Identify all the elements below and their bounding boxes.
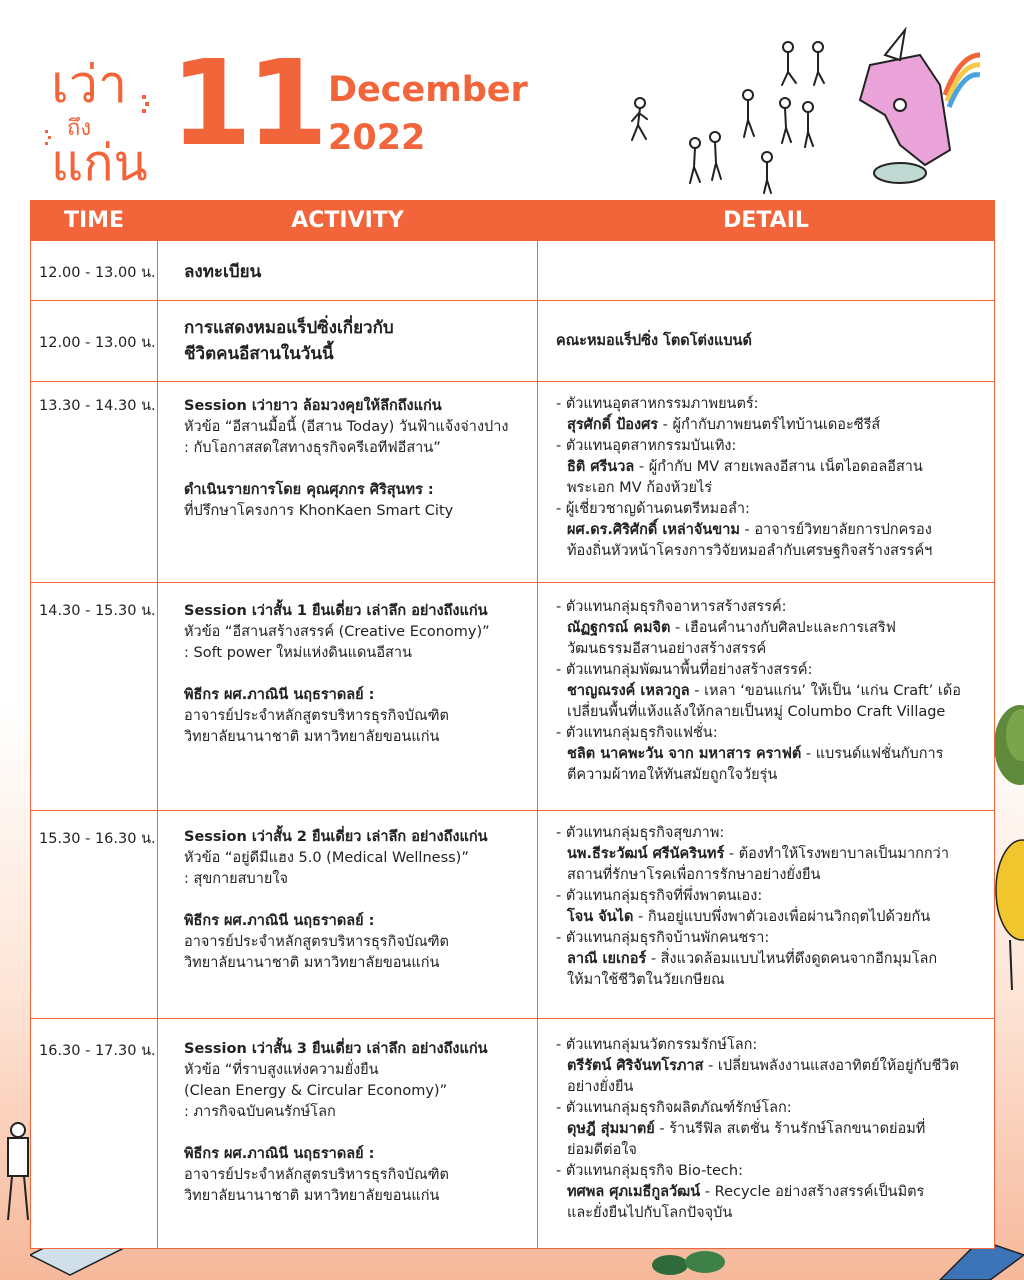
walking-person-icon xyxy=(690,138,700,183)
walking-person-icon xyxy=(813,42,824,85)
speaker-desc: - เฮือนคำนางกับศิลปะและการเสริฟ xyxy=(670,620,896,636)
activity-cell xyxy=(158,811,538,1019)
table-row xyxy=(31,1019,995,1249)
session-topic: หัวข้อ “อยู่ดีมีแฮง 5.0 (Medical Wellness)” xyxy=(184,850,469,866)
session-topic-sub: : สุขกายสบายใจ xyxy=(184,871,288,887)
tree-icon xyxy=(990,700,1024,810)
speaker-name: ชลิต นาคพะวัน จาก มหาสาร คราฟต์ xyxy=(567,746,802,762)
table-row xyxy=(31,241,995,301)
walking-person-icon xyxy=(780,98,791,143)
speaker-desc-cont: อย่างยั่งยืน xyxy=(567,1079,634,1095)
speaker-category: - ตัวแทนกลุ่มธุรกิจบ้านพักคนชรา: xyxy=(556,930,770,946)
speaker-name: ดุษฎี สุ่มมาตย์ xyxy=(567,1121,655,1137)
activity-title: ลงทะเบียน xyxy=(184,262,262,282)
column-header-detail: DETAIL xyxy=(538,200,995,241)
speaker-desc-cont: พระเอก MV ก้องห้วยไร่ xyxy=(567,480,713,496)
event-month: December xyxy=(328,70,528,110)
speaker-name: นพ.ธีระวัฒน์ ศรีนัครินทร์ xyxy=(567,846,725,862)
yellow-plant-icon xyxy=(990,830,1024,990)
speaker-name: ณัฏฐกรณ์ คมจิต xyxy=(567,620,671,636)
detail-performer: คณะหมอแร็ปซิ่ง โตดโต่งแบนด์ xyxy=(556,333,752,349)
activity-title-line-2: ชีวิตคนอีสานในวันนี้ xyxy=(184,344,334,364)
speaker-desc: - ร้านรีฟิล สเตชั่น ร้านรักษ์โลกขนาดย่อมที่ xyxy=(654,1121,926,1137)
speaker-category: - ตัวแทนกลุ่มพัฒนาพื้นที่อย่างสร้างสรรค์: xyxy=(556,662,813,678)
detail-cell xyxy=(538,1019,995,1249)
activity-title-line-1: การแสดงหมอแร็ปซิ่งเกี่ยวกับ xyxy=(184,318,394,338)
walking-person-icon xyxy=(803,102,813,147)
speaker-desc: - แบรนด์แฟชั่นกับการ xyxy=(801,746,944,762)
session-topic-sub: : ภารกิจฉบับคนรักษ์โลก xyxy=(184,1104,336,1120)
session-topic: หัวข้อ “อีสานมื้อนี้ (อีสาน Today) วันฟ้าแจ้งจ่างปาง xyxy=(184,419,509,435)
speaker-desc: - ผู้กำกับ MV สายเพลงอีสาน เน็ตไอดอลอีสาน xyxy=(634,459,923,475)
time-cell: 16.30 - 17.30 น. xyxy=(31,1019,158,1249)
session-host-role: ที่ปรึกษาโครงการ KhonKaen Smart City xyxy=(184,503,454,519)
table-header-row xyxy=(31,200,995,241)
event-day: 11 xyxy=(170,34,323,172)
event-month-year xyxy=(328,66,528,162)
walking-person-icon xyxy=(782,42,796,85)
session-topic-sub: : กับโอกาสสดใสทางธุรกิจครีเอทีฟอีสาน” xyxy=(184,440,441,456)
session-host-org: วิทยาลัยนานาชาติ มหาวิทยาลัยขอนแก่น xyxy=(184,1188,440,1204)
detail-cell xyxy=(538,811,995,1019)
people-illustration xyxy=(620,25,980,200)
detail-cell xyxy=(538,583,995,811)
schedule-table xyxy=(30,200,995,1249)
session-host: พิธีกร ผศ.ภาณินี นฤธราดลย์ : xyxy=(184,1146,375,1162)
speaker-desc-cont: ให้มาใช้ชีวิตในวัยเกษียณ xyxy=(567,972,725,988)
logo-line-3: แก่น xyxy=(51,134,148,190)
speaker-name: ตรีรัตน์ ศิริจันทโรภาส xyxy=(567,1058,704,1074)
session-title: Session เว่ายาว ล้อมวงคุยให้ลึกถึงแก่น xyxy=(184,398,442,414)
speaker-category: - ตัวแทนอุตสาหกรรมภาพยนตร์: xyxy=(556,396,759,412)
speaker-desc-cont: ตีความผ้าทอให้ทันสมัยถูกใจวัยรุ่น xyxy=(567,767,778,783)
detail-cell xyxy=(538,241,995,301)
speaker-category: - ตัวแทนกลุ่มธุรกิจอาหารสร้างสรรค์: xyxy=(556,599,787,615)
speaker-name: ผศ.ดร.ศิริศักดิ์ เหล่าจันขาม xyxy=(567,522,740,538)
activity-cell xyxy=(158,1019,538,1249)
speaker-desc-cont: เปลี่ยนพื้นที่แห้งแล้งให้กลายเป็นหมู่ Columbo Craft Village xyxy=(567,704,946,720)
column-header-time: TIME xyxy=(31,200,158,241)
table-row xyxy=(31,583,995,811)
speaker-name: ชาญณรงค์ เหลวกูล xyxy=(567,683,690,699)
speaker-name: สุรศักดิ์ ป้องศร xyxy=(567,417,659,433)
speaker-desc: - อาจารย์วิทยาลัยการปกครอง xyxy=(739,522,932,538)
pink-dinosaur-icon xyxy=(860,30,980,183)
speaker-desc: - เหลา ‘ขอนแก่น’ ให้เป็น ‘แก่น Craft’ เด้อ xyxy=(689,683,962,699)
speaker-desc: - เปลี่ยนพลังงานแสงอาทิตย์ให้อยู่กับชีวิต xyxy=(703,1058,959,1074)
session-topic: หัวข้อ “อีสานสร้างสรรค์ (Creative Economy)” xyxy=(184,624,490,640)
speaker-category: - ตัวแทนกลุ่มธุรกิจสุขภาพ: xyxy=(556,825,725,841)
speaker-category: - ตัวแทนกลุ่มนวัตกรรมรักษ์โลก: xyxy=(556,1037,758,1053)
logo-line-2: ถึง xyxy=(67,116,92,141)
detail-cell xyxy=(538,301,995,382)
speaker-name: โจน จันได xyxy=(567,909,634,925)
table-row xyxy=(31,382,995,583)
speaker-desc-cont: และยั่งยืนไปกับโลกปัจจุบัน xyxy=(567,1205,733,1221)
session-topic-sub: : Soft power ใหม่แห่งดินแดนอีสาน xyxy=(184,645,412,661)
event-year: 2022 xyxy=(328,118,426,158)
speaker-desc-cont: สถานที่รักษาโรคเพื่อการรักษาอย่างยั่งยืน xyxy=(567,867,821,883)
column-header-activity: ACTIVITY xyxy=(158,200,538,241)
speaker-desc: - Recycle อย่างสร้างสรรค์เป็นมิตร xyxy=(700,1184,925,1200)
session-host: พิธีกร ผศ.ภาณินี นฤธราดลย์ : xyxy=(184,913,375,929)
walking-person-icon xyxy=(743,90,754,137)
speaker-category: - ตัวแทนกลุ่มธุรกิจแฟชั่น: xyxy=(556,725,718,741)
speaker-category: - ผู้เชี่ยวชาญด้านดนตรีหมอลำ: xyxy=(556,501,750,517)
table-row xyxy=(31,811,995,1019)
speaker-desc-cont: ย่อมดีต่อใจ xyxy=(567,1142,637,1158)
activity-cell xyxy=(158,382,538,583)
session-host-org: วิทยาลัยนานาชาติ มหาวิทยาลัยขอนแก่น xyxy=(184,955,440,971)
speaker-desc: - สิ่งแวดล้อมแบบไหนที่ดึงดูดคนจากอีกมุมโลก xyxy=(646,951,938,967)
session-topic-sub: (Clean Energy & Circular Economy)” xyxy=(184,1083,448,1099)
detail-cell xyxy=(538,382,995,583)
activity-cell xyxy=(158,583,538,811)
speaker-desc: - ต้องทำให้โรงพยาบาลเป็นมากกว่า xyxy=(724,846,949,862)
session-host-role: อาจารย์ประจำหลักสูตรบริหารธุรกิจบัณฑิต xyxy=(184,708,449,724)
speaker-category: - ตัวแทนกลุ่มธุรกิจที่พึ่งพาตนเอง: xyxy=(556,888,763,904)
walking-person-icon xyxy=(710,132,721,180)
walking-person-icon xyxy=(632,98,647,140)
session-topic: หัวข้อ “ที่ราบสูงแห่งความยั่งยืน xyxy=(184,1062,379,1078)
time-cell: 12.00 - 13.00 น. xyxy=(31,301,158,382)
time-cell: 15.30 - 16.30 น. xyxy=(31,811,158,1019)
speaker-desc-cont: ท้องถิ่นหัวหน้าโครงการวิจัยหมอลำกับเศรษฐกิจสร้างสรรค์ฯ xyxy=(567,543,933,559)
speaker-desc: - กินอยู่แบบพึ่งพาตัวเองเพื่อผ่านวิกฤตไปด้วยกัน xyxy=(633,909,931,925)
session-title: Session เว่าสั้น 3 ยืนเดี่ยว เล่าลึก อย่างถึงแก่น xyxy=(184,1041,488,1057)
activity-cell xyxy=(158,301,538,382)
speaker-name: ทศพล ศุภเมธีกูลวัฒน์ xyxy=(567,1184,701,1200)
session-host: พิธีกร ผศ.ภาณินี นฤธราดลย์ : xyxy=(184,687,375,703)
speaker-name: ลาณี เยเกอร์ xyxy=(567,951,647,967)
session-host-role: อาจารย์ประจำหลักสูตรบริหารธุรกิจบัณฑิต xyxy=(184,934,449,950)
speaker-category: - ตัวแทนกลุ่มธุรกิจ Bio-tech: xyxy=(556,1163,743,1179)
session-title: Session เว่าสั้น 2 ยืนเดี่ยว เล่าลึก อย่างถึงแก่น xyxy=(184,829,488,845)
session-title: Session เว่าสั้น 1 ยืนเดี่ยว เล่าลึก อย่างถึงแก่น xyxy=(184,603,488,619)
logo-line-1: เว่า xyxy=(51,55,128,115)
activity-cell xyxy=(158,241,538,301)
time-cell: 14.30 - 15.30 น. xyxy=(31,583,158,811)
speaker-category: - ตัวแทนกลุ่มธุรกิจผลิตภัณฑ์รักษ์โลก: xyxy=(556,1100,792,1116)
speaker-name: ธิติ ศรีนวล xyxy=(567,459,635,475)
time-cell: 12.00 - 13.00 น. xyxy=(31,241,158,301)
speaker-category: - ตัวแทนอุตสาหกรรมบันเทิง: xyxy=(556,438,737,454)
table-row xyxy=(31,301,995,382)
session-host-role: อาจารย์ประจำหลักสูตรบริหารธุรกิจบัณฑิต xyxy=(184,1167,449,1183)
time-cell: 13.30 - 14.30 น. xyxy=(31,382,158,583)
event-logo xyxy=(45,40,160,190)
walking-person-icon xyxy=(762,152,772,193)
session-host-org: วิทยาลัยนานาชาติ มหาวิทยาลัยขอนแก่น xyxy=(184,729,440,745)
session-host: ดำเนินรายการโดย คุณศุภกร ศิริสุนทร : xyxy=(184,482,434,498)
speaker-desc: - ผู้กำกับภาพยนตร์ไทบ้านเดอะซีรีส์ xyxy=(658,417,881,433)
speaker-desc-cont: วัฒนธรรมอีสานอย่างสร้างสรรค์ xyxy=(567,641,767,657)
